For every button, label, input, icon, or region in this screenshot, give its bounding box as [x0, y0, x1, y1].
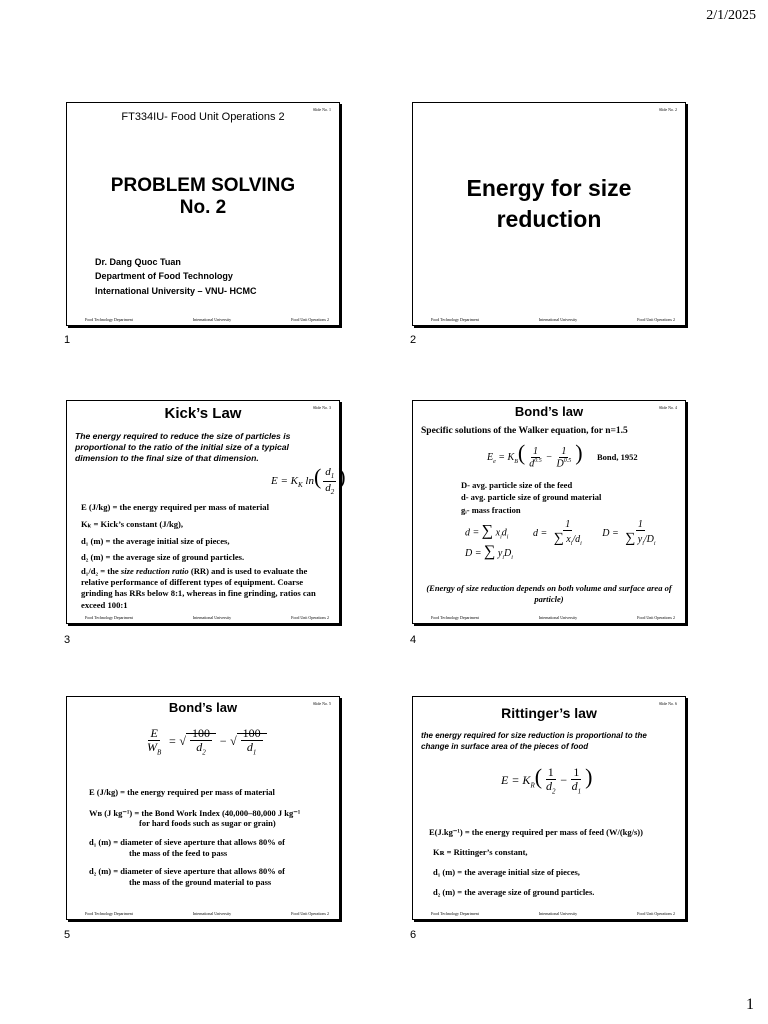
rittinger-definition: the energy required for size reduction is proportional to the change in surface area of the pieces of food: [421, 731, 647, 751]
kick-definition: The energy required to reduce the size of particles is proportional to the ratio of the initial size of a typical dimension to the final size of that dimension.: [75, 431, 291, 464]
slide-title: Bond’s law: [514, 404, 584, 419]
slide-note: (Energy of size reduction depends on both volume and surface area of particle): [426, 583, 672, 605]
slide-number: Slide No. 5: [312, 701, 331, 706]
kick-variables: [81, 499, 329, 611]
bond-equation: $\frac{E}{W_B}$ = √ $\frac{100}{d_2}$ − √ $\frac{100}{d_1}$: [143, 727, 267, 757]
slide-6: [412, 696, 686, 920]
def-rittinger-constant: Kʀ = Rittinger’s constant,: [433, 846, 528, 857]
slide-index: 3: [64, 634, 71, 646]
slide-2: [412, 102, 686, 326]
slide-footer: Food Technology Department International University Food Unit Operations 2: [431, 911, 675, 916]
slide-number: Slide No. 1: [312, 107, 331, 112]
def-product-aperture-note: the mass of the ground material to pass: [129, 876, 272, 887]
def-feed-size: D- avg. particle size of the feed: [461, 480, 573, 490]
def-initial-size: d₁ (m) = the average initial size of pieces,: [81, 535, 230, 546]
slide-footer: Food Technology Department International University Food Unit Operations 2: [85, 615, 329, 620]
slide-title: Energy for size reduction: [466, 175, 632, 233]
print-date: 2/1/2025: [706, 8, 756, 23]
bond-walker-equation: $E_e = K_B$( $\frac{1}{d^{0.5}}$ − $\frac{1}{D^{0.5}}$ ): [487, 440, 583, 470]
def-energy: E(J.kg⁻¹) = the energy required per mass of feed (W/(kg/s)): [429, 827, 643, 837]
def-energy: E (J/kg) = the energy required per mass of material: [89, 787, 275, 797]
slide-footer: Food Technology Department International University Food Unit Operations 2: [431, 615, 675, 620]
def-final-size: d₂ (m) = the average size of ground particles.: [433, 886, 595, 897]
slide-index: 1: [64, 334, 71, 346]
slide-title: Bond’s law: [168, 700, 238, 715]
slide-footer: Food Technology Department International University Food Unit Operations 2: [85, 911, 329, 916]
def-feed-aperture: d₁ (m) = diameter of sieve aperture that allows 80% of: [89, 836, 285, 847]
def-reduction-ratio: d₁/d₂ = the size reduction ratio (RR) and is used to evaluate the relative performance of different types of equipment. Coarse grinding has RRs below 8:1, whereas in fine grinding, ratios can exceed 100:1: [81, 566, 316, 610]
slide-number: Slide No. 3: [312, 405, 331, 410]
slide-5: [66, 696, 340, 920]
author-block: [95, 255, 257, 298]
slide-index: 6: [410, 929, 417, 941]
author-university: International University – VNU- HCMC: [95, 285, 257, 296]
def-mass-fraction: gᵢ- mass fraction: [461, 504, 521, 515]
slide-4: [412, 400, 686, 624]
slide-number: Slide No. 4: [658, 405, 677, 410]
def-initial-size: d₁ (m) = the average initial size of pieces,: [433, 866, 580, 877]
def-work-index-note: for hard foods such as sugar or grain): [139, 818, 276, 829]
rittinger-variables: [429, 823, 643, 903]
def-product-size: d- avg. particle size of ground material: [461, 492, 602, 503]
course-name: FT334IU- Food Unit Operations 2: [121, 111, 285, 123]
def-kick-constant: Kₖ = Kick’s constant (J/kg),: [81, 518, 184, 529]
slide-title: PROBLEM SOLVING No. 2: [110, 175, 296, 218]
slide-1: [66, 102, 340, 326]
slide-number: Slide No. 6: [658, 701, 677, 706]
slide-index: 2: [410, 334, 417, 346]
variable-definitions: [461, 479, 601, 516]
kick-equation: $E = K_K$ ln( $\frac{d_1}{d_2}$ ): [271, 464, 346, 497]
slide-subtitle: Specific solutions of the Walker equation, for n=1.5: [421, 426, 628, 436]
mean-size-formulas: d = ∑ $x_id_i$ d = $\frac{1}{\sum x_i/d_i}$ D = $\frac{1}{\sum y_i/D_i}$ D = ∑ $y_iD_i$: [465, 519, 656, 561]
slide-title: Rittinger’s law: [501, 705, 597, 721]
def-feed-aperture-note: the mass of the feed to pass: [129, 847, 228, 858]
bond-variables: [89, 787, 300, 887]
page-number: 1: [746, 996, 754, 1013]
slide-index: 5: [64, 929, 71, 941]
slide-index: 4: [410, 634, 417, 646]
def-product-aperture: d₂ (m) = diameter of sieve aperture that allows 80% of: [89, 866, 285, 877]
def-energy: E (J/kg) = the energy required per mass of material: [81, 502, 269, 512]
citation: Bond, 1952: [597, 452, 638, 462]
rittinger-equation: $E = K_R$( $\frac{1}{d_2}$ − $\frac{1}{d_1}$ ): [501, 764, 593, 796]
def-work-index: Wʙ (J kg⁻¹) = the Bond Work Index (40,000–80,000 J kg⁻¹: [89, 807, 301, 818]
slide-footer: Food Technology Department International University Food Unit Operations 2: [431, 317, 675, 322]
slide-footer: Food Technology Department International University Food Unit Operations 2: [85, 317, 329, 322]
slide-title: Kick’s Law: [164, 405, 242, 422]
author-name: Dr. Dang Quoc Tuan: [95, 257, 181, 267]
slide-3: [66, 400, 346, 624]
def-final-size: d₂ (m) = the average size of ground particles.: [81, 552, 245, 563]
slide-number: Slide No. 2: [658, 107, 677, 112]
author-department: Department of Food Technology: [95, 271, 233, 282]
